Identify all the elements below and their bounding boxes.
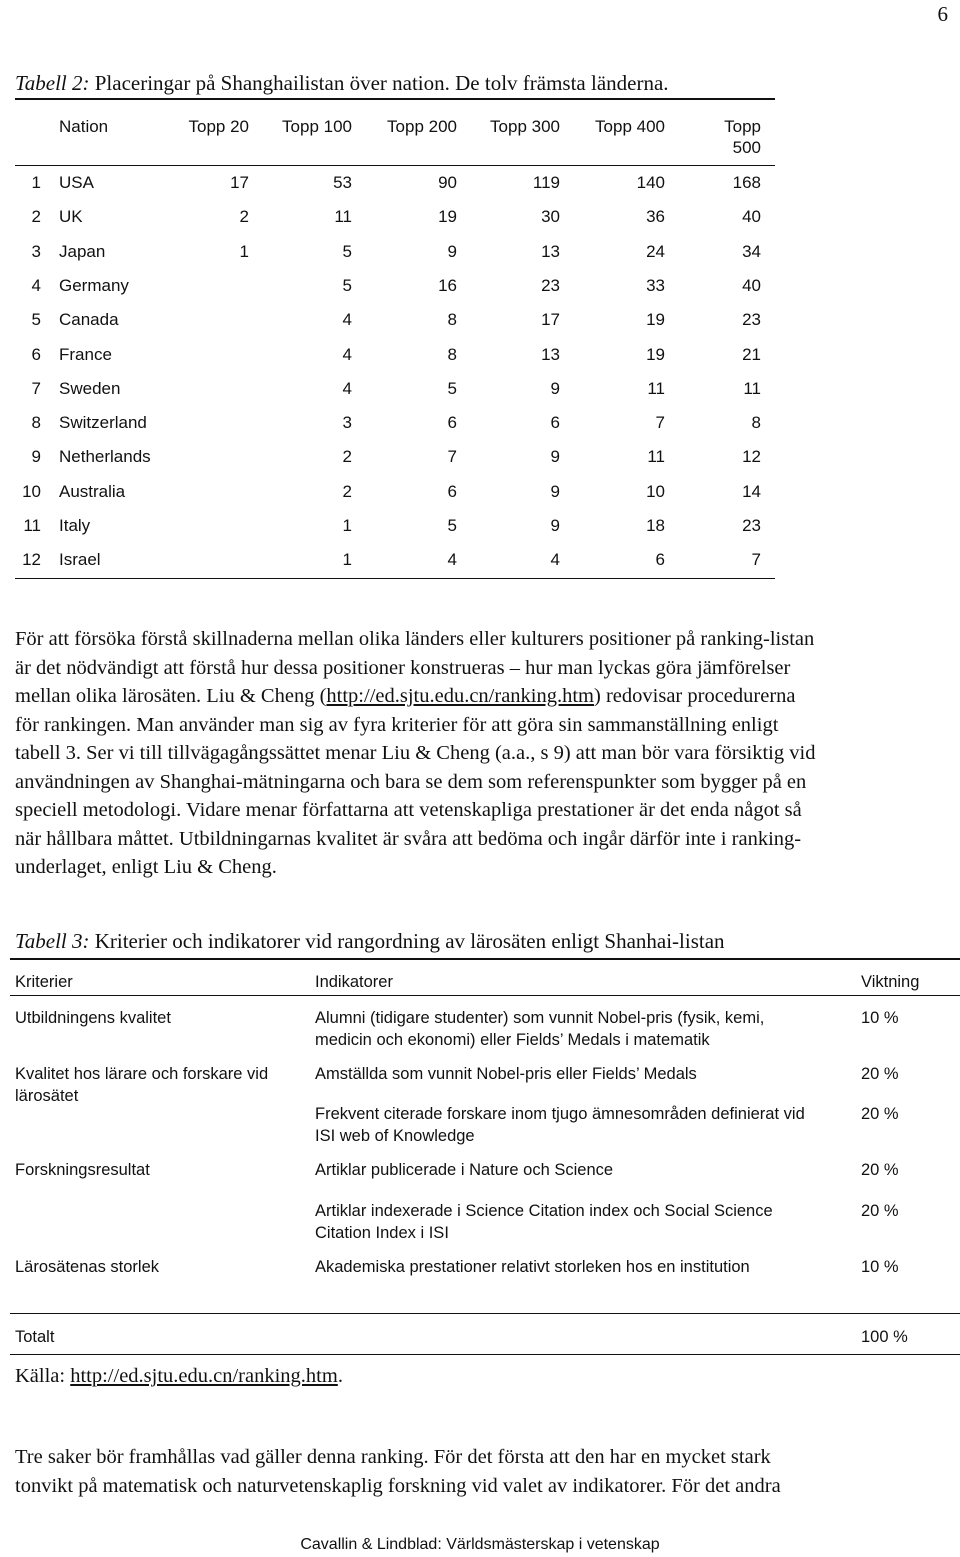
source-line [15,1362,343,1391]
table3-criteria: Forskningsresultat [15,1161,150,1179]
table2-topp100: 11 [334,207,352,227]
table2-header-topp400: Topp 400 [595,117,665,136]
table2-rank: 1 [31,173,41,192]
table2-rank: 2 [31,207,41,227]
table2-topp100: 2 [342,481,352,501]
table2-header-rule [15,165,775,166]
table2-topp300: 9 [550,481,560,501]
table2-topp20: 2 [239,207,249,227]
paragraph-1-line: speciell metodologi. Vidare menar författarna att vetenskapliga prestationer är det enda något så [15,799,802,821]
table2-rank: 7 [31,378,41,398]
table3-header-indicators: Indikatorer [315,973,393,991]
table2-topp500: 7 [751,550,761,570]
table2-topp500: 8 [751,413,761,433]
table2-header-topp500: Topp 500 [724,117,761,157]
table2-topp200: 16 [438,275,457,295]
table2-topp400: 33 [646,275,665,295]
table3-indicator: Amställda som vunnit Nobel-pris eller Fields’ Medals [315,1065,697,1083]
table2-top-rule [15,98,775,100]
table2-topp300: 9 [550,516,560,535]
table2-topp100: 1 [342,516,352,535]
table2-topp300: 17 [541,310,560,330]
paragraph-1-line: när hållbara måttet. Utbildningarnas kvalitet är svåra att bedöma och ingår därför inte i ranking- [15,827,802,850]
table3-weight: 10 % [861,1258,899,1276]
table2-topp300: 13 [541,344,560,364]
table2-topp300: 23 [541,275,560,295]
source-label: Källa: [15,1365,71,1387]
table2-topp200: 8 [447,344,457,364]
table3-body [0,1007,960,1307]
table3-top-rule [10,958,960,960]
table2-nation: Italy [59,516,91,535]
table3-indicator: Akademiska prestationer relativt storleken hos en institution [315,1258,750,1276]
table2-nation: Switzerland [59,413,147,433]
table2-topp200: 8 [447,310,457,330]
table2-topp500: 23 [742,516,761,535]
table3-weight: 20 % [861,1161,899,1179]
table3-caption-text: Kriterier och indikatorer vid rangordning av lärosäten enligt Shanhai-listan [89,929,725,953]
table2-nation: Israel [59,550,101,570]
table2-topp300: 9 [550,447,560,467]
table2-rank: 11 [23,516,41,535]
table3-header-weight: Viktning [861,973,920,991]
table2-caption-label: Tabell 2: [15,71,90,95]
table2-topp200: 19 [438,207,457,227]
paragraph-1-line: användningen av Shanghai-mätningarna och bara se dem som referenspunkter som bygger på en [15,770,807,793]
paragraph-1 [15,625,815,882]
table2-nation: Germany [59,275,129,295]
table3-criteria: Utbildningens kvalitet [15,1009,171,1027]
table2-topp400: 18 [646,516,665,535]
source-suffix: . [337,1365,343,1387]
table2-topp300: 4 [550,550,560,570]
paragraph-1-line: tabell 3. Ser vi till tillvägagångssättet menar Liu & Cheng (a.a., s 9) att man bör vara försiktig vid [15,742,816,764]
table2-nation: Canada [59,310,119,330]
table3-weight: 10 % [861,1009,899,1027]
table2-topp100: 53 [333,173,352,192]
table2-topp300: 30 [541,207,560,227]
table3-criteria: Kvalitet hos lärare och forskare vid lärosätet [15,1065,269,1105]
table2-topp400: 36 [646,207,665,227]
table3-indicator: Alumni (tidigare studenter) som vunnit Nobel-pris (fysik, kemi, medicin och ekonomi) eller Fields’ Medals i matematik [315,1009,765,1049]
table2-topp300: 6 [550,413,560,433]
table2-topp20: 1 [239,241,249,261]
table2-topp400: 10 [646,481,665,501]
table3-weight: 20 % [861,1202,899,1220]
table3-bottom-rule [10,1354,960,1355]
paragraph-1-line: för rankingen. Man använder man sig av fyra kriterier för att göra sin sammanställning enligt [15,713,779,736]
table2-topp200: 7 [447,447,457,467]
table2-header-topp200: Topp 200 [387,117,457,136]
table2-rank: 10 [22,481,41,501]
table3-caption-label: Tabell 3: [15,929,90,953]
table2-topp200: 9 [447,241,457,261]
paragraph-2-line: tonvikt på matematisk och naturvetenskaplig forskning vid valet av indikatorer. För det andra [15,1474,781,1497]
table2-topp200: 6 [447,413,457,433]
table2-nation: Netherlands [59,447,151,467]
table2-topp500: 40 [742,275,761,295]
table2-caption-text: Placeringar på Shanghailistan över nation. De tolv främsta länderna. [89,71,669,95]
table2-bottom-rule [15,578,775,579]
table2-topp100: 5 [342,241,352,261]
ranking-link[interactable]: http://ed.sjtu.edu.cn/ranking.htm [326,685,595,707]
table2-nation: France [59,344,112,364]
table2-topp500: 40 [742,207,761,227]
table3-indicator: Frekvent citerade forskare inom tjugo ämnesområden definierat vid ISI web of Knowledge [315,1105,805,1145]
table2-topp500: 14 [742,481,761,501]
table2-topp500: 11 [743,378,761,398]
table2-nation: USA [59,173,94,192]
table2-header-topp100: Topp 100 [282,117,352,136]
table3-header-criteria: Kriterier [15,973,73,991]
page-number: 6 [937,2,948,26]
table3-indicator: Artiklar indexerade i Science Citation index och Social Science Citation Index i ISI [315,1202,773,1242]
table2-nation: Australia [59,481,126,501]
table2-topp500: 12 [742,447,761,467]
table2-topp100: 4 [342,310,352,330]
table2-topp400: 7 [655,413,665,433]
table2-topp500: 168 [732,173,761,192]
table2-rank: 4 [31,275,41,295]
table2-topp200: 4 [447,550,457,570]
table2-topp100: 3 [342,413,352,433]
table2-topp20: 17 [230,173,249,192]
table2-topp400: 11 [647,378,665,398]
source-link[interactable]: http://ed.sjtu.edu.cn/ranking.htm [70,1365,338,1387]
table3-weight: 20 % [861,1065,899,1083]
table3-total-rule [10,1313,960,1314]
table2-topp300: 13 [541,241,560,261]
table2-topp100: 5 [342,275,352,295]
table2-topp400: 24 [646,241,665,261]
table3-total-value: 100 % [861,1328,908,1346]
table2-topp200: 6 [447,481,457,501]
table2-header-topp300: Topp 300 [490,117,560,136]
table2-topp200: 5 [447,516,457,535]
table2-topp300: 119 [532,173,560,192]
table2-topp500: 34 [742,241,761,261]
table2-topp100: 2 [342,447,352,467]
table3-total-row [0,1326,960,1348]
table3-criteria: Lärosätenas storlek [15,1258,159,1276]
table2-topp200: 90 [438,173,457,192]
table2-topp400: 19 [646,344,665,364]
table2-header [0,116,960,160]
table2-topp100: 4 [342,378,352,398]
table2-topp100: 1 [342,550,352,570]
table3-total-label: Totalt [15,1328,55,1346]
table2-nation: Sweden [59,378,121,398]
table3-indicator: Artiklar publicerade i Nature och Science [315,1161,614,1179]
table3-header [0,971,960,993]
table2-header-topp20: Topp 20 [188,117,249,136]
table3-weight: 20 % [861,1105,899,1123]
table2-rank: 9 [31,447,41,467]
table2-rank: 12 [22,550,41,570]
table3-header-rule [10,995,960,996]
table2-topp500: 23 [742,310,761,330]
table2-header-nation: Nation [59,117,109,136]
table2-nation: UK [59,207,83,227]
table2-nation: Japan [59,241,106,261]
paragraph-1-line-part: ) redovisar procedurerna [594,685,796,707]
paragraph-2 [15,1443,781,1500]
page-footer: Cavallin & Lindblad: Världsmästerskap i vetenskap [300,1536,660,1553]
table2-topp400: 19 [646,310,665,330]
table2-topp300: 9 [550,378,560,398]
table2-caption [15,70,669,96]
table2-topp500: 21 [742,344,761,364]
table2-topp100: 4 [342,344,352,364]
table2-rank: 3 [31,241,41,261]
paragraph-1-line-part: mellan olika lärosäten. Liu & Cheng ( [15,685,327,707]
paragraph-1-line: underlaget, enligt Liu & Cheng. [15,856,277,878]
paragraph-1-line [15,682,815,711]
table2-topp400: 6 [655,550,665,570]
table2-rank: 5 [31,310,41,330]
table3-caption [15,928,725,954]
paragraph-1-line: är det nödvändigt att förstå hur dessa positioner konstrueras – hur man lyckas göra jämförelser [15,656,791,679]
table2-topp400: 140 [636,173,665,192]
table2-rank: 8 [31,413,41,433]
paragraph-2-line: Tre saker bör framhållas vad gäller denna ranking. För det första att den har en mycket stark [15,1446,771,1468]
table2-topp400: 11 [647,447,665,467]
table2-rank: 6 [31,344,41,364]
paragraph-1-line: För att försöka förstå skillnaderna mellan olika länders eller kulturers positioner på ranking-listan [15,628,815,650]
table2-topp200: 5 [447,378,457,398]
